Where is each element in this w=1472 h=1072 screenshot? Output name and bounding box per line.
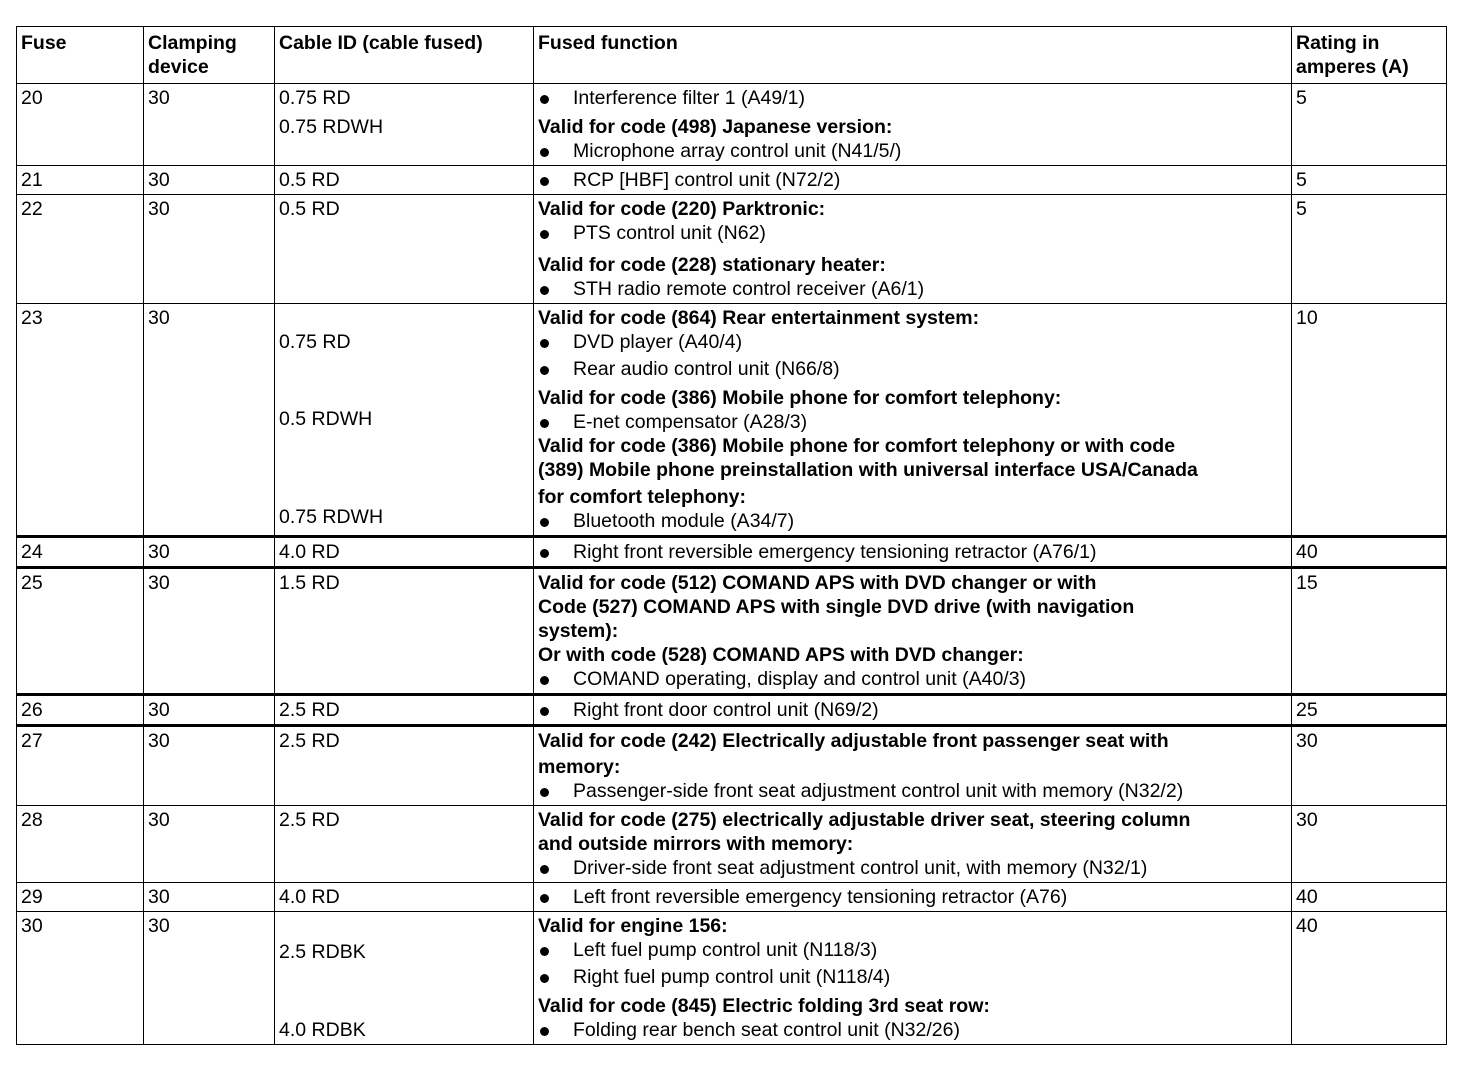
code-condition: Code (527) COMAND APS with single DVD drive (with navigation [538,596,1135,618]
fuse-number: 27 [17,726,144,806]
code-condition: Valid for code (864) Rear entertainment system: [538,307,980,329]
fuse-number: 20 [17,84,144,166]
rating: 15 [1292,568,1447,695]
code-condition: for comfort telephony: [538,486,746,508]
clamping-device: 30 [144,537,275,568]
list-item: Folding rear bench seat control unit (N32/26) [538,1018,1287,1042]
fuse-table [16,26,1447,1045]
code-condition: Valid for code (386) Mobile phone for comfort telephony or with code [538,435,1176,457]
cable-id: 0.75 RD 0.75 RDWH [275,84,534,166]
table-row [17,568,1447,695]
list-item: Microphone array control unit (N41/5/) [538,139,1287,163]
fuse-number: 30 [17,912,144,1045]
code-condition: Valid for code (220) Parktronic: [538,198,826,220]
clamping-device: 30 [144,568,275,695]
code-condition: Or with code (528) COMAND APS with DVD changer: [538,644,1024,666]
fused-function [534,166,1292,195]
fuse-number: 29 [17,883,144,912]
fused-function [534,84,1292,166]
list-item: PTS control unit (N62) [538,221,1287,245]
rating: 5 [1292,166,1447,195]
header-row [17,27,1447,84]
list-item: Driver-side front seat adjustment control unit, with memory (N32/1) [538,856,1287,880]
cable-id: 1.5 RD [275,568,534,695]
cable-id: 2.5 RD [275,726,534,806]
code-condition: Valid for code (242) Electrically adjustable front passenger seat with [538,730,1169,752]
table-row [17,806,1447,883]
list-item: Right front door control unit (N69/2) [538,698,1287,722]
fused-function [534,695,1292,726]
fused-function [534,912,1292,1045]
code-condition: Valid for engine 156: [538,915,728,937]
clamping-device: 30 [144,726,275,806]
fused-function [534,195,1292,304]
table-row [17,695,1447,726]
header-fused-function: Fused function [534,27,1292,84]
code-condition: system): [538,620,619,642]
fuse-number: 26 [17,695,144,726]
code-condition: (389) Mobile phone preinstallation with universal interface USA/Canada [538,459,1198,481]
cable-id: 2.5 RDBK 4.0 RDBK [275,912,534,1045]
code-condition: and outside mirrors with memory: [538,833,854,855]
fused-function [534,537,1292,568]
clamping-device: 30 [144,195,275,304]
clamping-device: 30 [144,84,275,166]
fused-function [534,304,1292,537]
list-item: Interference filter 1 (A49/1) [538,86,1287,110]
cable-id: 0.5 RD [275,166,534,195]
cable-id: 4.0 RD [275,883,534,912]
header-rating: Rating in amperes (A) [1292,27,1447,84]
list-item: Right front reversible emergency tensioning retractor (A76/1) [538,540,1287,564]
rating: 25 [1292,695,1447,726]
table-row [17,84,1447,166]
rating: 40 [1292,883,1447,912]
list-item: DVD player (A40/4) [538,330,1287,354]
rating: 40 [1292,912,1447,1045]
list-item: Passenger-side front seat adjustment control unit with memory (N32/2) [538,779,1287,803]
table-row [17,883,1447,912]
fuse-number: 28 [17,806,144,883]
fused-function [534,806,1292,883]
fuse-number: 22 [17,195,144,304]
list-item: Bluetooth module (A34/7) [538,509,1287,533]
code-condition: Valid for code (498) Japanese version: [538,116,893,138]
header-cable-id: Cable ID (cable fused) [275,27,534,84]
fuse-number: 25 [17,568,144,695]
cable-id: 4.0 RD [275,537,534,568]
list-item: Rear audio control unit (N66/8) [538,357,1287,381]
header-clamping-device: Clamping device [144,27,275,84]
list-item: Left fuel pump control unit (N118/3) [538,938,1287,962]
code-condition: Valid for code (228) stationary heater: [538,254,886,276]
clamping-device: 30 [144,806,275,883]
fuse-number: 23 [17,304,144,537]
rating: 5 [1292,195,1447,304]
cable-id: 0.75 RD 0.5 RDWH 0.75 RDWH [275,304,534,537]
rating: 5 [1292,84,1447,166]
list-item: RCP [HBF] control unit (N72/2) [538,168,1287,192]
table-row [17,726,1447,806]
rating: 30 [1292,726,1447,806]
clamping-device: 30 [144,883,275,912]
clamping-device: 30 [144,695,275,726]
code-condition: memory: [538,756,621,778]
list-item: Left front reversible emergency tensioning retractor (A76) [538,885,1287,909]
table-row [17,537,1447,568]
fused-function [534,883,1292,912]
table-row [17,166,1447,195]
table-row [17,195,1447,304]
code-condition: Valid for code (845) Electric folding 3rd seat row: [538,995,990,1017]
header-fuse: Fuse [17,27,144,84]
clamping-device: 30 [144,912,275,1045]
cable-id: 0.5 RD [275,195,534,304]
table-row [17,912,1447,1045]
fuse-number: 21 [17,166,144,195]
rating: 40 [1292,537,1447,568]
table-row [17,304,1447,537]
fused-function [534,726,1292,806]
cable-id: 2.5 RD [275,695,534,726]
cable-id: 2.5 RD [275,806,534,883]
list-item: Right fuel pump control unit (N118/4) [538,965,1287,989]
fused-function [534,568,1292,695]
clamping-device: 30 [144,304,275,537]
code-condition: Valid for code (386) Mobile phone for comfort telephony: [538,387,1062,409]
code-condition: Valid for code (512) COMAND APS with DVD changer or with [538,572,1097,594]
code-condition: Valid for code (275) electrically adjustable driver seat, steering column [538,809,1191,831]
list-item: COMAND operating, display and control unit (A40/3) [538,667,1287,691]
rating: 30 [1292,806,1447,883]
rating: 10 [1292,304,1447,537]
fuse-number: 24 [17,537,144,568]
list-item: STH radio remote control receiver (A6/1) [538,277,1287,301]
clamping-device: 30 [144,166,275,195]
list-item: E-net compensator (A28/3) [538,410,1287,434]
